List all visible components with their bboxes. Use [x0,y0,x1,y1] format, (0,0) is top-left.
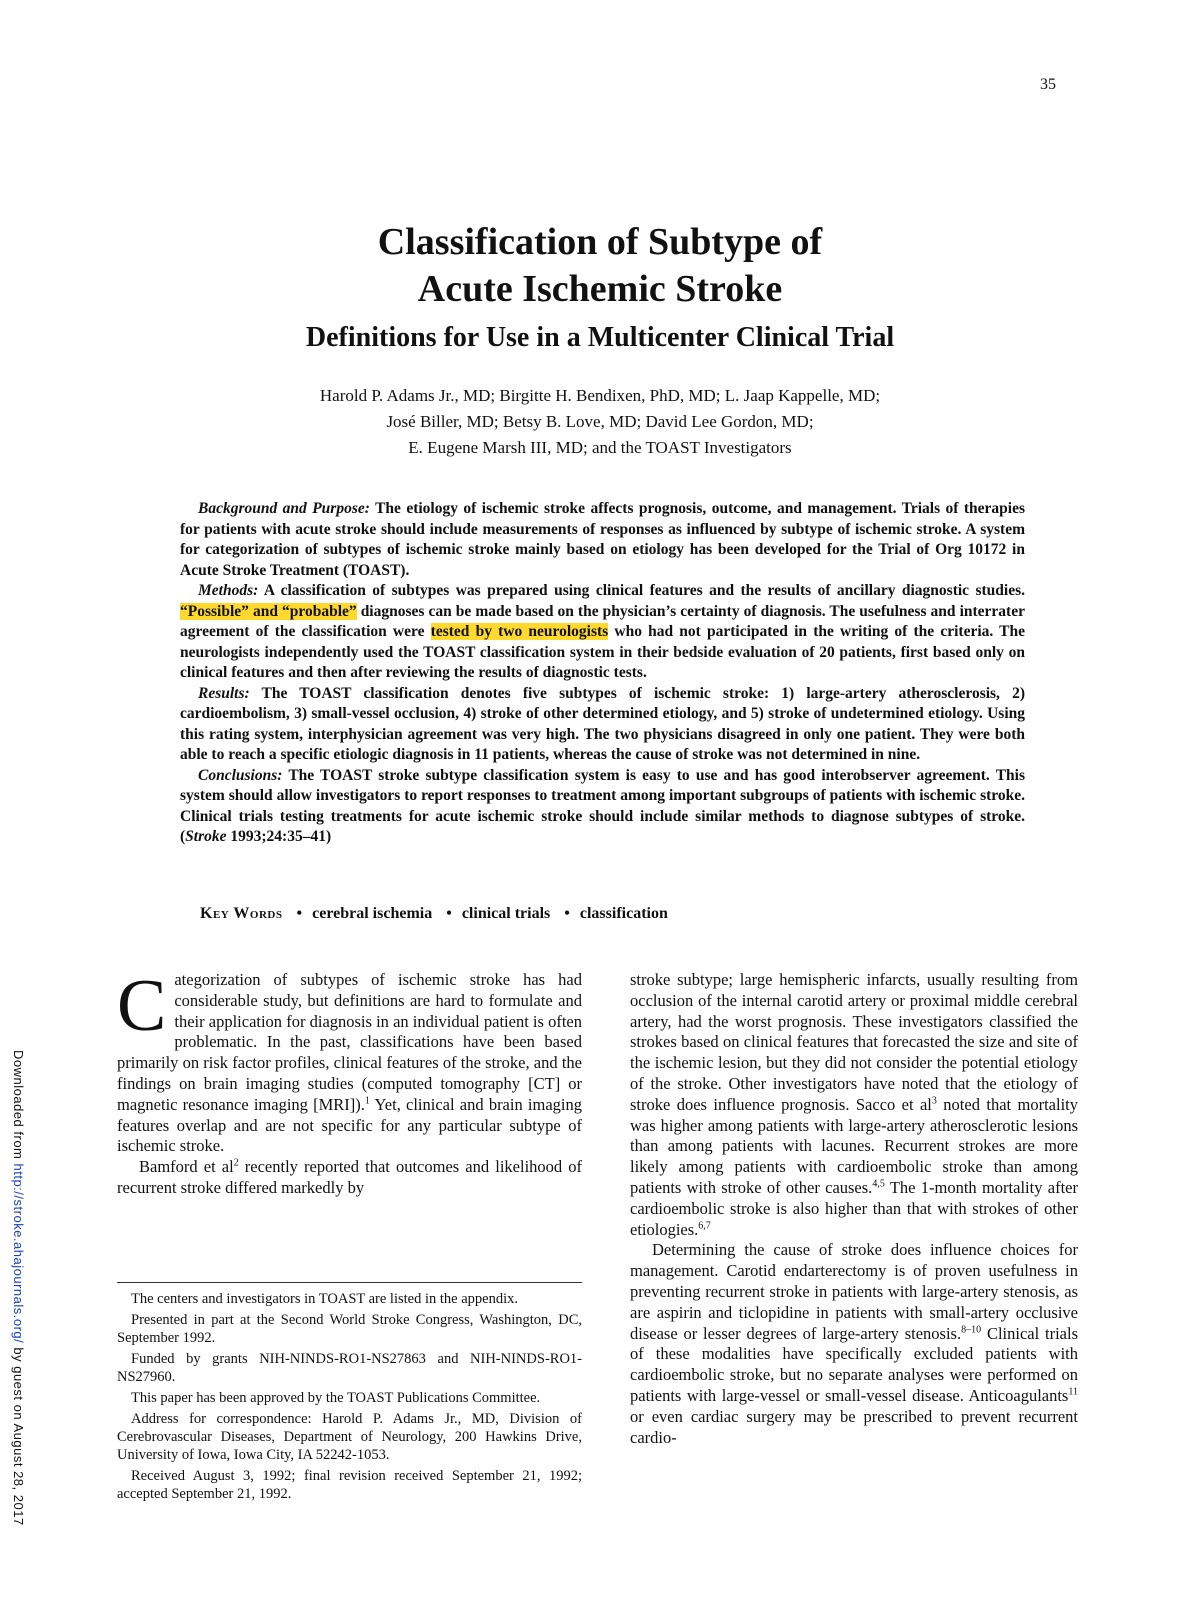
reference-marker[interactable]: 6,7 [698,1220,711,1232]
bullet-icon: • [296,905,303,922]
author-line: José Biller, MD; Betsy B. Love, MD; David Lee Gordon, MD; [386,412,814,431]
keyword-item: clinical trials [461,905,551,922]
left-column [117,965,583,1199]
reference-marker[interactable]: 1 [364,1095,370,1107]
author-line: E. Eugene Marsh III, MD; and the TOAST Investigators [408,438,792,457]
abstract-results [180,684,1025,766]
body-text: Clinical trials of these modalities have specifically excluded patients with cardioembolic stroke, but no separate analyses were performed on patients with large-vessel or small-vessel disease. Anticoagulants [630,1323,1079,1405]
bullet-icon: • [446,905,452,922]
footnote: Address for correspondence: Harold P. Adams Jr., MD, Division of Cerebrovascular Diseases, Department of Neurology, 200 Hawkins Drive, University of Iowa, Iowa City, IA 52242-1053. [117,1411,582,1463]
reference-marker[interactable]: 11 [1068,1386,1078,1398]
abstract-conclusions [180,766,1025,848]
body-text: Determining the cause of stroke does influence choices for management. Carotid endarterectomy is of proven usefulness in preventing recurrent stroke in patients with large-artery stenosis, as are aspirin and ticlopidine in patients with small-artery occlusive disease or lesser degrees of large-artery stenosis. [630,1240,1078,1343]
keyword-item: classification [579,905,668,922]
abstract-background [180,499,1025,581]
methods-text: A classification of subtypes was prepared using clinical features and the results of ancillary diagnostic studies. [258,582,1025,599]
body-text: recently reported that outcomes and likelihood of recurrent stroke differed markedly by [117,1157,583,1197]
abstract-methods [180,581,1025,684]
drop-cap: C [117,965,167,1047]
conclusions-label: Conclusions: [198,766,283,784]
keyword-item: cerebral ischemia [312,905,433,922]
footnote: This paper has been approved by the TOAST Publications Committee. [131,1390,541,1406]
reference-marker[interactable]: 8–10 [961,1324,982,1336]
background-text: The etiology of ischemic stroke affects prognosis, outcome, and management. Trials of therapies for patients with acute stroke should include measurements of responses as influenced by subtype of ischemic stroke. A system for categorization of subtypes of ischemic stroke mainly based on etiology has been developed for the Trial of Org 10172 in Acute Stroke Treatment (TOAST). [180,500,1025,579]
intro-paragraph [117,965,583,1157]
citation-journal: Stroke [185,828,227,845]
body-text: Yet, clinical and brain imaging features overlap and are not specific for any particular subtype of ischemic stroke. [117,1094,583,1156]
citation-rest: 1993;24:35–41) [226,828,332,845]
page-number: 35 [1040,76,1056,93]
highlight-two-neurologists: tested by two neurologists [430,623,609,640]
author-list [0,383,1200,461]
reference-marker[interactable]: 3 [931,1095,937,1107]
methods-text: diagnoses can be made based on the physician’s certainty of diagnosis. The usefulness and interrater agreement of the classification were [180,602,1025,640]
background-label: Background and Purpose: [198,500,370,517]
abstract [180,499,1025,848]
footnote: Received August 3, 1992; final revision received September 21, 1992; accepted September 21, 1992. [117,1468,582,1502]
results-text: The TOAST classification denotes five subtypes of ischemic stroke: 1) large-artery atherosclerosis, 2) cardioembolism, 3) small-vessel occlusion, 4) stroke of other determined etiology, and 5) stroke of undetermined etiology. Using this rating system, interphysician agreement was very high. The two physicians disagreed in only one patient. They were both able to reach a specific etiologic diagnosis in 11 patients, whereas the cause of stroke was not determined in nine. [180,684,1025,763]
footnote: Presented in part at the Second World Stroke Congress, Washington, DC, September 1992. [117,1312,582,1346]
footnotes [117,1290,582,1506]
title-line-2: Acute Ischemic Stroke [417,268,783,310]
author-line: Harold P. Adams Jr., MD; Birgitte H. Bendixen, PhD, MD; L. Jaap Kappelle, MD; [319,386,881,405]
body-text: Bamford et al [139,1157,234,1177]
key-words-label: Key Words [200,905,283,922]
download-sidebar [4,1050,26,1550]
title-line-1: Classification of Subtype of [377,221,823,263]
bullet-icon: • [564,905,570,922]
right-column [630,970,1078,1448]
sidebar-suffix: by guest on August 28, 2017 [11,1343,26,1526]
body-text: The 1-month mortality after cardioembolic stroke is also higher than that with strokes of other etiologies. [630,1177,1078,1239]
results-label: Results: [198,684,250,702]
footnote: The centers and investigators in TOAST are listed in the appendix. [131,1291,518,1307]
body-text: noted that mortality was higher among patients with large-artery atherosclerotic lesions than among patients with lacunes. Recurrent strokes are more likely among patients with cardioembolic stroke than among patients with stroke of other causes. [630,1094,1078,1197]
body-paragraph [117,1157,582,1199]
body-text: or even cardiac surgery may be prescribed to prevent recurrent cardio- [630,1406,1078,1447]
footnote-divider [117,1282,582,1283]
sidebar-prefix: Downloaded from [11,1050,26,1164]
body-text: ategorization of subtypes of ischemic stroke has had considerable study, but definitions are hard to formulate and their application for diagnosis in an individual patient is often problematic. In the past, classifications have been based primarily on risk factor profiles, clinical features of the stroke, and the findings on brain imaging studies (computed tomography [CT] or magnetic resonance imaging [MRI]). [117,970,582,1114]
subtitle: Definitions for Use in a Multicenter Clinical Trial [305,322,895,353]
methods-text: who had not participated in the writing of the criteria. The neurologists independently used the TOAST classification system in their bedside evaluation of 20 patients, first based only on clinical features and then after reviewing the results of diagnostic tests. [180,623,1025,681]
conclusions-text: The TOAST stroke subtype classification system is easy to use and has good interobserver agreement. This system should allow investigators to report responses to treatment among important subgroups of patients with ischemic stroke. Clinical trials testing treatments for acute ischemic stroke should include similar methods to diagnose subtypes of stroke. ( [180,766,1025,845]
footnote: Funded by grants NIH-NINDS-RO1-NS27863 and NIH-NINDS-RO1-NS27960. [117,1351,582,1385]
body-text: stroke subtype; large hemispheric infarcts, usually resulting from occlusion of the internal carotid artery or proximal middle cerebral artery, had the worst prognosis. These investigators classified the strokes based on clinical features that forecasted the size and site of the ischemic lesion, but they did not consider the potential etiology of the stroke. Other investigators have noted that the etiology of stroke does influence prognosis. Sacco et al [630,970,1078,1114]
journal-link[interactable]: http://stroke.ahajournals.org/ [11,1163,26,1344]
body-paragraph [630,970,1078,1240]
body-paragraph [630,1240,1078,1448]
key-words [200,905,668,923]
reference-marker[interactable]: 4,5 [872,1178,885,1190]
reference-marker[interactable]: 2 [233,1157,239,1169]
highlight-possible-probable: “Possible” and “probable” [180,602,357,620]
methods-label: Methods: [198,582,259,599]
